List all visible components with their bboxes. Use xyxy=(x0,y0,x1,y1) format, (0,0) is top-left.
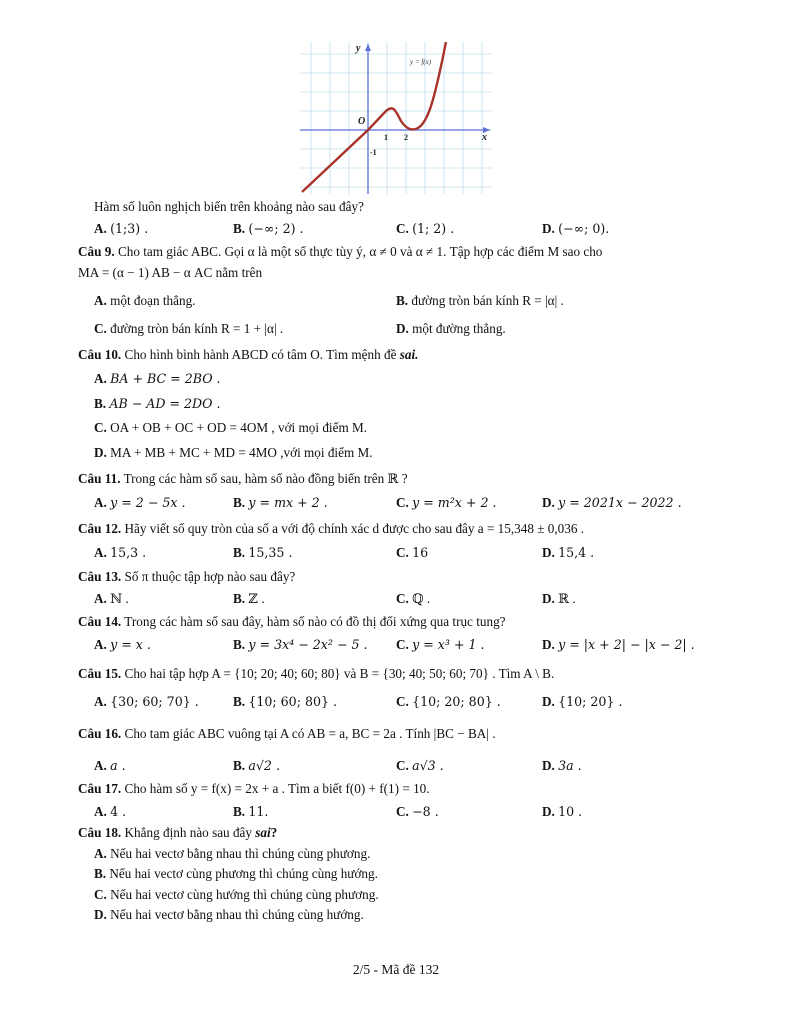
q13-option-a[interactable]: A. ℕ . xyxy=(94,591,129,606)
y-axis-label: y xyxy=(356,43,361,54)
q11-option-c[interactable]: C. y = m²x + 2 . xyxy=(396,495,497,510)
q8-text: Hàm số luôn nghịch biến trên khoảng nào sau đây? xyxy=(94,199,364,214)
q8-option-a[interactable]: A. (1;3) . xyxy=(94,221,149,236)
x-axis-label: x xyxy=(482,132,487,143)
q18-option-d[interactable]: D. Nếu hai vectơ bằng nhau thì chúng cùng hướng. xyxy=(94,907,364,922)
q9-option-a[interactable]: A. một đoạn thẳng. xyxy=(94,293,196,308)
q14-option-c[interactable]: C. y = x³ + 1 . xyxy=(396,637,485,652)
curve-label: y = f(x) xyxy=(410,58,432,66)
tick-x1-label: 1 xyxy=(384,133,388,142)
q11-question: Câu 11. Trong các hàm số sau, hàm số nào đồng biến trên ℝ ? xyxy=(78,471,408,486)
q14-option-b[interactable]: B. y = 3x⁴ − 2x² − 5 . xyxy=(233,637,368,652)
tick-y-label: -1 xyxy=(370,148,377,157)
q17-question: Câu 17. Cho hàm số y = f(x) = 2x + a . Tìm a biết f(0) + f(1) = 10. xyxy=(78,781,430,796)
q11-option-b[interactable]: B. y = mx + 2 . xyxy=(233,495,328,510)
q13-option-b[interactable]: B. ℤ . xyxy=(233,591,265,606)
function-graph xyxy=(300,42,492,194)
q16-option-c[interactable]: C. a√3 . xyxy=(396,758,444,773)
origin-label: O xyxy=(358,116,366,127)
tick-x2-label: 2 xyxy=(404,133,408,142)
q10-question: Câu 10. Cho hình bình hành ABCD có tâm O. Tìm mệnh đề sai. xyxy=(78,347,419,362)
page-footer: 2/5 - Mã đề 132 xyxy=(352,962,440,977)
q9-question: Câu 9. Cho tam giác ABC. Gọi α là một số thực tùy ý, α ≠ 0 và α ≠ 1. Tập hợp các điểm M sao cho xyxy=(78,244,603,259)
q12-option-b[interactable]: B. 15,35 . xyxy=(233,545,293,560)
q18-option-b[interactable]: B. Nếu hai vectơ cùng phương thì chúng cùng hướng. xyxy=(94,866,378,881)
q11-option-d[interactable]: D. y = 2021x − 2022 . xyxy=(542,495,682,510)
q18-question: Câu 18. Khẳng định nào sau đây sai? xyxy=(78,825,278,840)
q17-option-d[interactable]: D. 10 . xyxy=(542,804,583,819)
q15-option-a[interactable]: A. {30; 60; 70} . xyxy=(94,694,199,709)
q14-option-d[interactable]: D. y = |x + 2| − |x − 2| . xyxy=(542,637,695,652)
q8-option-d[interactable]: D. (−∞; 0). xyxy=(542,221,610,236)
q18-option-c[interactable]: C. Nếu hai vectơ cùng hướng thì chúng cùng phương. xyxy=(94,887,379,902)
q9-question-line2: MA = (α − 1) AB − α AC nằm trên xyxy=(78,265,263,280)
q13-option-c[interactable]: C. ℚ . xyxy=(396,591,431,606)
q13-option-d[interactable]: D. ℝ . xyxy=(542,591,576,606)
q17-option-a[interactable]: A. 4 . xyxy=(94,804,127,819)
q12-question: Câu 12. Hãy viết số quy tròn của số a với độ chính xác d được cho sau đây a = 15,348 ± 0,036 . xyxy=(78,521,585,536)
q8-option-b[interactable]: B. (−∞; 2) . xyxy=(233,221,304,236)
q16-question: Câu 16. Cho tam giác ABC vuông tại A có AB = a, BC = 2a . Tính |BC − BA| . xyxy=(78,726,496,741)
q10-option-a[interactable]: A. BA + BC = 2BO . xyxy=(94,371,221,386)
q9-option-d[interactable]: D. một đường thẳng. xyxy=(396,321,506,336)
q10-option-c[interactable]: C. OA + OB + OC + OD = 4OM , với mọi điểm M. xyxy=(94,420,368,435)
q9-option-c[interactable]: C. đường tròn bán kính R = 1 + |α| . xyxy=(94,321,284,336)
q16-option-a[interactable]: A. a . xyxy=(94,758,126,773)
q10-option-d[interactable]: D. MA + MB + MC + MD = 4MO ,với mọi điểm M. xyxy=(94,445,373,460)
q11-option-a[interactable]: A. y = 2 − 5x . xyxy=(94,495,186,510)
q15-option-b[interactable]: B. {10; 60; 80} . xyxy=(233,694,337,709)
q12-option-d[interactable]: D. 15,4 . xyxy=(542,545,595,560)
q9-option-b[interactable]: B. đường tròn bán kính R = |α| . xyxy=(396,293,564,308)
q12-option-a[interactable]: A. 15,3 . xyxy=(94,545,147,560)
q15-question: Câu 15. Cho hai tập hợp A = {10; 20; 40; 60; 80} và B = {30; 40; 50; 60; 70} . Tìm A \ B. xyxy=(78,666,555,681)
q15-option-d[interactable]: D. {10; 20} . xyxy=(542,694,623,709)
q10-option-b[interactable]: B. AB − AD = 2DO . xyxy=(94,396,221,411)
q17-option-c[interactable]: C. −8 . xyxy=(396,804,439,819)
q17-option-b[interactable]: B. 11. xyxy=(233,804,269,819)
q14-option-a[interactable]: A. y = x . xyxy=(94,637,151,652)
q15-option-c[interactable]: C. {10; 20; 80} . xyxy=(396,694,501,709)
q8-option-c[interactable]: C. (1; 2) . xyxy=(396,221,455,236)
q16-option-b[interactable]: B. a√2 . xyxy=(233,758,280,773)
q16-option-d[interactable]: D. 3a . xyxy=(542,758,582,773)
q18-option-a[interactable]: A. Nếu hai vectơ bằng nhau thì chúng cùng phương. xyxy=(94,846,371,861)
q12-option-c[interactable]: C. 16 xyxy=(396,545,429,560)
q13-question: Câu 13. Số π thuộc tập hợp nào sau đây? xyxy=(78,569,296,584)
q14-question: Câu 14. Trong các hàm số sau đây, hàm số nào có đồ thị đối xứng qua trục tung? xyxy=(78,614,506,629)
